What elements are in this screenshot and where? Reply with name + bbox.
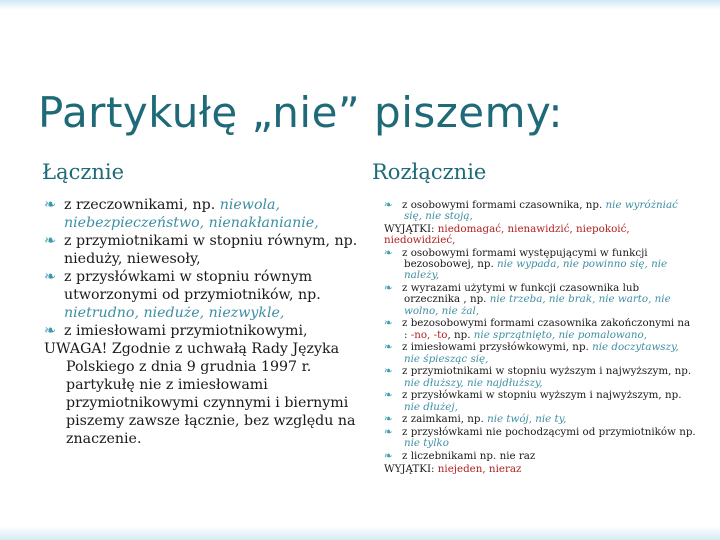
- heading-rozlacznie: Rozłącznie: [372, 160, 487, 184]
- heading-lacznie: Łącznie: [42, 160, 125, 184]
- feather-icon: ❧: [384, 282, 393, 295]
- feather-icon: ❧: [44, 323, 56, 339]
- exceptions-words: niejeden, nieraz: [437, 463, 522, 475]
- item-example: nie sprzątnięto, nie pomalowano,: [473, 328, 647, 341]
- item-text: z imiesłowami przymiotnikowymi,: [64, 323, 308, 339]
- right-column: [384, 200, 696, 477]
- list-item: [384, 366, 696, 388]
- list-item: [384, 390, 696, 412]
- feather-icon: ❧: [384, 450, 393, 463]
- item-text: z rzeczownikami, np.: [64, 197, 220, 213]
- slide-title: Partykułę „nie” piszemy:: [38, 88, 564, 137]
- item-text: z przymiotnikami w stopniu wyższym i najwyższym, np.: [402, 365, 692, 378]
- item-text: z zaimkami, np.: [402, 413, 488, 426]
- exceptions-line: [384, 224, 696, 246]
- item-example: nie wyróżniać się, nie stoją,: [404, 199, 678, 223]
- feather-icon: ❧: [384, 426, 393, 439]
- item-text: z przysłówkami w stopniu równym utworzonymi od przymiotników, np.: [64, 269, 321, 303]
- item-text: z bezosobowymi formami czasownika zakończonymi na :: [402, 317, 691, 341]
- exceptions-line: [384, 464, 696, 475]
- feather-icon: ❧: [384, 247, 393, 259]
- item-suffixes: -no, -to: [410, 328, 448, 341]
- item-example: nie wypada, nie powinno się, nie należy,: [404, 258, 668, 282]
- item-text: z wyrazami użytymi w funkcji czasownika lub orzecznika , np.: [402, 282, 640, 306]
- item-example: nie doczytawszy, nie śpiesząc się,: [404, 341, 679, 365]
- list-item: [384, 342, 696, 364]
- item-example: nietrudno, nieduże, niezwykle,: [64, 305, 285, 321]
- feather-icon: ❧: [384, 199, 393, 211]
- item-example: nie tylko: [404, 437, 449, 450]
- list-item: [384, 427, 696, 449]
- item-text: z imiesłowami przysłówkowymi, np.: [402, 341, 593, 354]
- exceptions-prefix: WYJĄTKI:: [384, 223, 438, 235]
- feather-icon: ❧: [384, 413, 393, 426]
- item-text: z osobowymi formami czasownika, np.: [402, 199, 606, 211]
- feather-icon: ❧: [44, 269, 56, 285]
- item-text: z przysłówkami nie pochodzącymi od przymiotników np.: [402, 426, 696, 439]
- list-item: [384, 248, 696, 282]
- list-item: [384, 414, 696, 425]
- item-example: nie dłuższy, nie najdłuższy,: [404, 376, 543, 389]
- item-text: z przysłówkami w stopniu wyższym i najwyższym, np.: [402, 389, 682, 402]
- list-item: [44, 196, 366, 232]
- feather-icon: ❧: [384, 317, 393, 330]
- feather-icon: ❧: [44, 197, 56, 213]
- item-example: niewola, niebezpieczeństwo, nienakłanianie,: [64, 197, 319, 231]
- item-example: nie twój, nie ty,: [487, 413, 567, 426]
- list-item: [44, 232, 366, 268]
- left-column: [44, 196, 366, 448]
- item-example: nie trzeba, nie brak, nie warto, nie wolno, nie żal,: [404, 293, 671, 317]
- item-example: nie dłużej,: [404, 400, 458, 413]
- feather-icon: ❧: [44, 233, 56, 249]
- item-text: z osobowymi formami występującymi w funkcji bezosobowej, np.: [402, 247, 648, 271]
- feather-icon: ❧: [384, 341, 393, 354]
- list-item: [384, 318, 696, 340]
- item-text: z liczebnikami np. nie raz: [402, 450, 536, 463]
- item-text: z przymiotnikami w stopniu równym, np. nieduży, niewesoły,: [64, 233, 358, 267]
- list-item: [384, 200, 696, 222]
- exceptions-prefix: WYJĄTKI:: [384, 463, 438, 475]
- list-item: [384, 283, 696, 317]
- top-decor-band: [0, 0, 720, 10]
- item-text-2: , np.: [447, 328, 474, 341]
- note-uwaga: UWAGA! Zgodnie z uchwałą Rady Języka Polskiego z dnia 9 grudnia 1997 r. partykułę nie z imiesłowami przymiotnikowymi czynnymi i biernymi piszemy zawsze łącznie, bez względu na znaczenie.: [44, 341, 356, 447]
- list-item: [384, 451, 696, 462]
- feather-icon: ❧: [384, 365, 393, 378]
- bottom-decor-band: [0, 526, 720, 540]
- exceptions-words: niedomagać, nienawidzić, niepokoić, niedowidzieć,: [384, 223, 630, 247]
- list-item: [44, 322, 366, 340]
- list-item: [44, 268, 366, 322]
- feather-icon: ❧: [384, 389, 393, 402]
